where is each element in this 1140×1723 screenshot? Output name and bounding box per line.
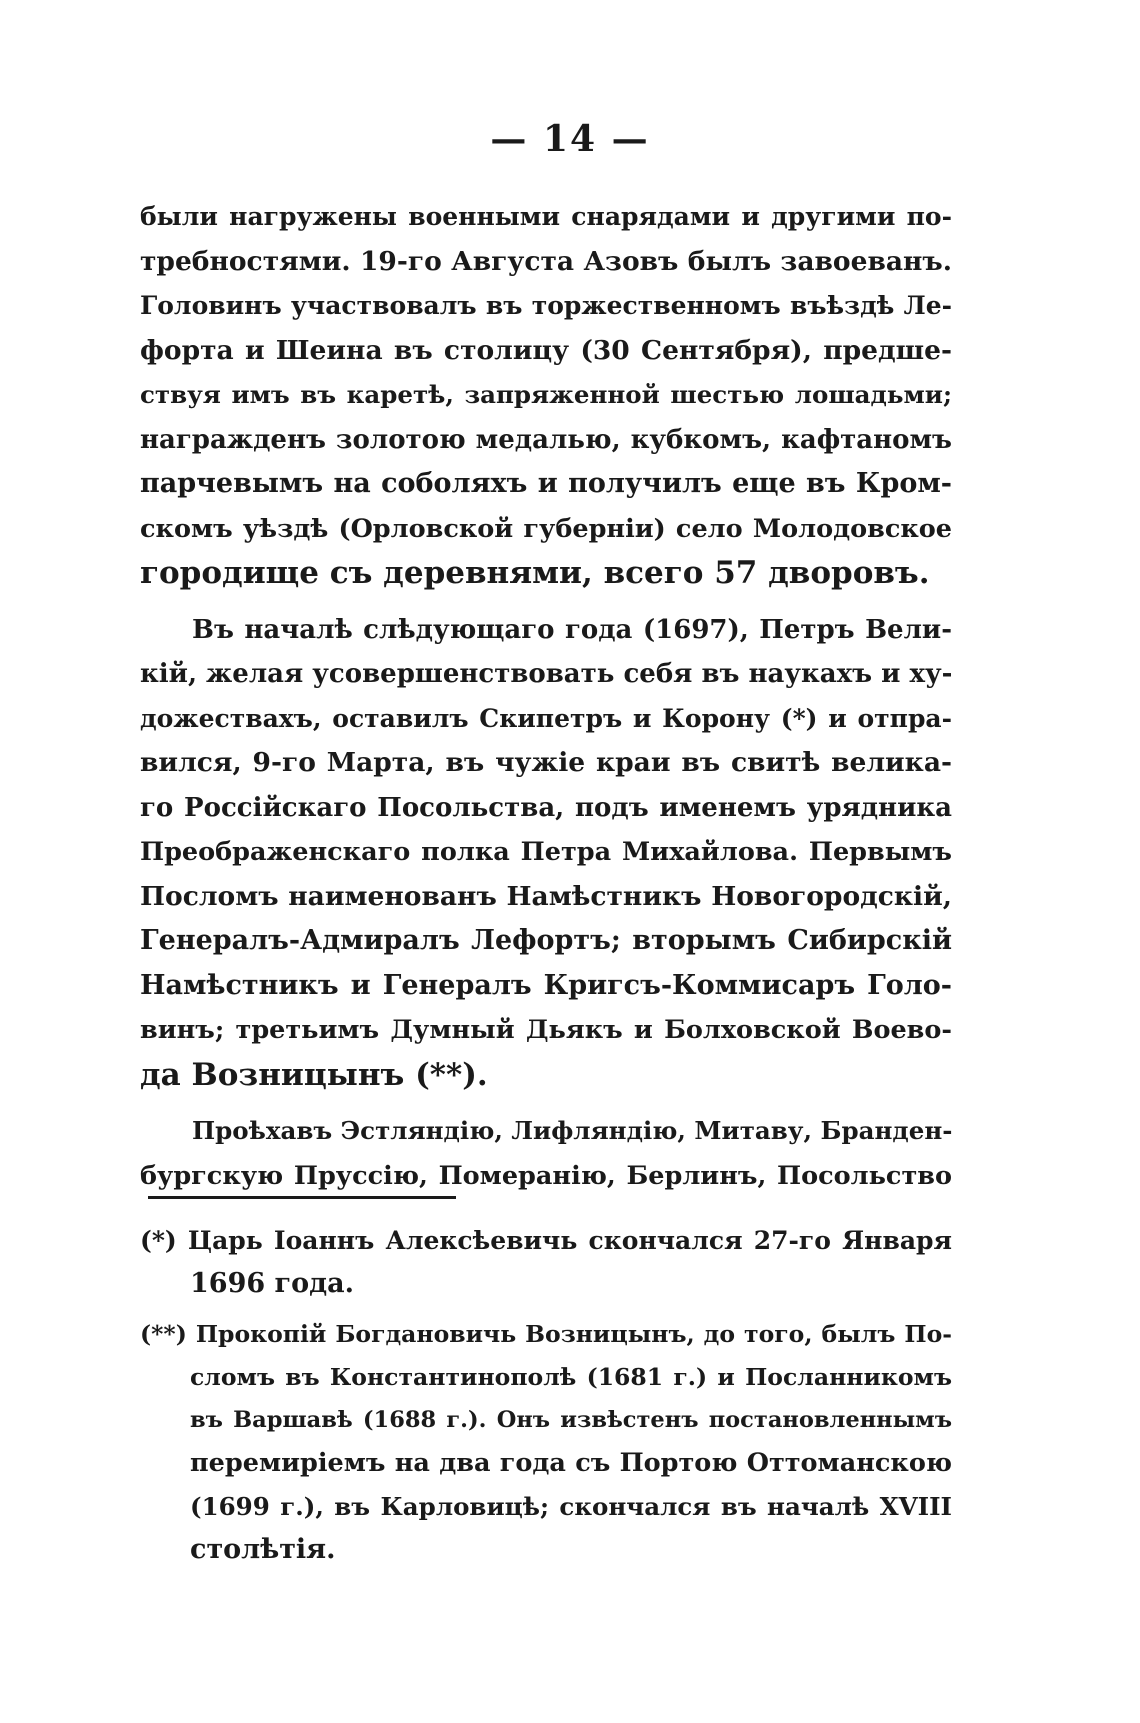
body-text [140,195,952,1198]
text-line: скомъ уѣздѣ (Орловской губерніи) село Молодовское [140,513,952,544]
text-line: награжденъ золотою медалью, кубкомъ, кафтаномъ [140,424,952,455]
text-line: бургскую Пруссію, Померанію, Берлинъ, Посольство [140,1160,952,1191]
footnote-line: столѣтія. [190,1534,336,1565]
text-line: городище съ деревнями, всего 57 дворовъ. [140,555,930,591]
text-line: кій, желая усовершенствовать себя въ наукахъ и ху- [140,659,952,689]
footnote-line: въ Варшавѣ (1688 г.). Онъ извѣстенъ постановленнымъ [190,1407,952,1433]
paragraph-2 [140,608,952,1098]
text-line: Генералъ-Адмиралъ Лефортъ; вторымъ Сибирскій [140,925,952,956]
text-line: Головинъ участвовалъ въ торжественномъ въѣздѣ Ле- [140,291,952,320]
text-line: вился, 9-го Марта, въ чужіе краи въ свитѣ велика- [140,747,952,778]
text-line: Проѣхавъ Эстляндію, Лифляндію, Митаву, Бранден- [192,1116,952,1145]
text-line: винъ; третьимъ Думный Дьякъ и Болховской Воево- [140,1015,952,1045]
text-line: были нагружены военными снарядами и другими по- [140,202,952,231]
footnote-line: сломъ въ Константинополѣ (1681 г.) и Посланникомъ [190,1363,952,1391]
text-line: ствуя имъ въ каретѣ, запряженной шестью лошадьми; [140,380,952,409]
footnote-line: перемиріемъ на два года съ Портою Оттоманскою [190,1448,952,1478]
text-line: го Россійскаго Посольства, подъ именемъ урядника [140,792,952,823]
text-line: форта и Шеина въ столицу (30 Сентября), предше- [140,334,952,366]
text-line: Преображенскаго полка Петра Михайлова. Первымъ [140,837,952,867]
text-line: Намѣстникъ и Генералъ Кригсъ-Коммисаръ Голо- [140,969,952,1001]
text-line: Посломъ наименованъ Намѣстникъ Новогородскій, [140,880,952,912]
footnote-line: (*) Царь Іоаннъ Алексѣевичь скончался 27-го Января [140,1226,952,1255]
text-line: дожествахъ, оставилъ Скипетръ и Корону (*) и отпра- [140,703,952,733]
footnote-1 [140,1219,952,1305]
text-line: парчевымъ на соболяхъ и получилъ еще въ Кром- [140,468,952,499]
footnotes [140,1219,952,1571]
footnote-line: (**) Прокопій Богдановичь Возницынъ, до того, былъ По- [140,1320,952,1348]
text-line: да Возницынъ (**). [140,1056,488,1093]
page-number: — 14 — [490,118,650,160]
text-line: Въ началѣ слѣдующаго года (1697), Петръ Вели- [192,614,952,645]
paragraph-1 [140,195,952,596]
footnote-rule [148,1196,456,1199]
footnote-2 [140,1313,952,1571]
footnote-line: (1699 г.), въ Карловицѣ; скончался въ началѣ XVIII [190,1492,952,1521]
text-line: требностями. 19-го Августа Азовъ былъ завоеванъ. [140,245,952,277]
footnote-line: 1696 года. [190,1268,354,1299]
paragraph-3 [140,1109,952,1198]
